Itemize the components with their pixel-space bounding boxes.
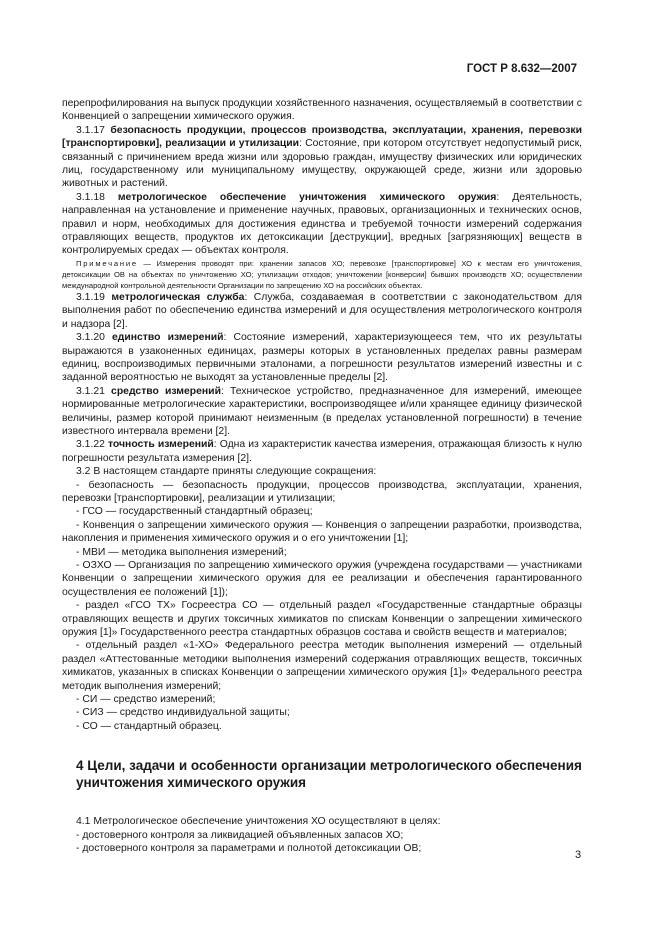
abbreviation-item: - Конвенция о запрещении химического оружия — Конвенция о запрещении разработки, производства, накопления и применения химического оружия и о его уничтожении [1]; — [62, 519, 582, 545]
definition-text: : Состояние измерений, характеризующееся тем, что их результаты выражаются в узаконенных единицах, размеры которых в установленных пределах равны размерам единиц, воспроизводимых первичными эталонами, а погрешности результатов измерений известны и с заданной вероятностью не выходят за установленные пределы [2]. — [62, 332, 582, 384]
document-body — [62, 97, 582, 856]
note-text: — Измерения проводят при: хранении запасов ХО; перевозке [транспортировке] ХО к местам его уничтожения, детоксикации ОВ на объектах по уничтожению ХО; утилизации отходов; уничтожении [конверсии] бывших производств ХО; осуществлении международной контрольной деятельности Организации по запрещению ХО на российских объектах. — [62, 258, 582, 290]
clause-number: 3.1.22 — [76, 439, 105, 451]
definition-text: : Служба, создаваемая в соответствии с законодательством для выполнения работ по обеспечению единства измерений и для осуществления метрологического контроля и надзора [2]. — [62, 291, 582, 330]
clause-number: 3.1.21 — [76, 385, 105, 397]
term: точность измерений — [107, 439, 214, 451]
term: средство измерений — [111, 385, 221, 397]
definition-3-1-21 — [62, 385, 582, 439]
clause-number: 3.1.17 — [76, 124, 105, 136]
abbreviation-item: - ОЗХО — Организация по запрещению химического оружия (учреждена государствами — участниками Конвенции о запрещении химического оружия для ее реализации и обеспечения гарантированного осуществления ее положений [1]); — [62, 560, 582, 598]
definition-text: : Одна из характеристик качества измерения, отражающая близость к нулю погрешности результата измерения [2]. — [62, 439, 583, 464]
definition-text: : Деятельность, направленная на установление и применение научных, правовых, организационных и технических основ, правил и норм, необходимых для достижения единства и требуемой точности измерений содержания отравляющих веществ, продуктов их детоксикации [деструкции], вредных [загрязняющих] веществ в контролируемых средах — объектах контроля. — [62, 191, 582, 257]
page-number: 3 — [575, 849, 582, 861]
abbreviation-item: - отдельный раздел «1-ХО» Федерального реестра методик выполнения измерений — отдельный раздел «Аттестованные методики выполнения измерений содержания отравляющих веществ, токсичных химикатов, указанных в списках Конвенции о запрещении химического оружия [1]» Федерального реестра методик выполнения измерений; — [62, 640, 582, 692]
term: безопасность продукции, процессов производства, эксплуатации, хранения, перевозки [транспортировки], реализации и утилизации — [62, 124, 582, 150]
clause-number: 3.1.18 — [76, 191, 105, 203]
abbreviation-item: - раздел «ГСО ТХ» Госреестра СО — отдельный раздел «Государственные стандартные образцы отравляющих веществ и других токсичных химикатов по спискам Конвенции о запрещении химического оружия [1]» Государственного реестра стандартных образцов состава и свойств веществ и материалов; — [62, 600, 582, 639]
abbreviation-item: - СИ — средство измерений; — [76, 694, 216, 706]
abbreviation-item: - безопасность — безопасность продукции, процессов производства, эксплуатации, хранения, перевозки [транспортировки], реализации и утилизации; — [62, 479, 582, 504]
definition-3-1-20 — [62, 331, 582, 385]
term: единство измерений — [111, 332, 224, 344]
clause-number: 3.1.19 — [76, 291, 105, 303]
document-header: ГОСТ Р 8.632—2007 — [466, 63, 577, 75]
abbreviation-item: - ГСО — государственный стандартный образец; — [76, 506, 313, 518]
section-heading: 4 Цели, задачи и особенности организации метрологического обеспечения уничтожения химического оружия — [76, 758, 582, 791]
paragraph-continuation: перепрофилирования на выпуск продукции хозяйственного назначения, осуществляемый в соответствии с Конвенцией о запрещении химического оружия. — [62, 98, 582, 123]
definition-text: : Состояние, при котором отсутствует недопустимый риск, связанный с причинением вреда жизни или здоровью граждан, имуществу физических или юридических лиц, государственному или муниципальному имуществу, окружающей среде, жизни или здоровью животных и растений. — [62, 138, 583, 190]
term: метрологическая служба — [111, 291, 245, 303]
clause-3-2: 3.2 В настоящем стандарте приняты следующие сокращения: — [76, 466, 377, 478]
definition-3-1-19 — [62, 291, 582, 331]
clause-4-1: 4.1 Метрологическое обеспечение уничтожения ХО осуществляют в целях: — [76, 816, 441, 828]
list-item: - достоверного контроля за параметрами и полнотой детоксикации ОВ; — [76, 843, 422, 855]
definition-3-1-18 — [62, 191, 582, 258]
definition-3-1-22 — [62, 438, 582, 465]
clause-number: 3.1.20 — [76, 332, 105, 344]
term: метрологическое обеспечение уничтожения химического оружия — [117, 191, 497, 203]
definition-text: : Техническое устройство, предназначенное для измерений, имеющее нормированные метрологические характеристики, воспроизводящее и/или хранящее единицу физической величины, размер которой принимают неизменным (в пределах установленной погрешности) в течение известного интервала времени [2]. — [62, 385, 583, 437]
abbreviation-item: - МВИ — методика выполнения измерений; — [76, 546, 287, 558]
abbreviation-item: - СО — стандартный образец. — [76, 720, 222, 732]
note — [62, 258, 582, 291]
note-label: Примечание — [76, 258, 138, 268]
abbreviation-item: - СИЗ — средство индивидуальной защиты; — [76, 707, 290, 719]
list-item: - достоверного контроля за ликвидацией объявленных запасов ХО; — [76, 829, 404, 841]
definition-3-1-17 — [62, 124, 582, 191]
